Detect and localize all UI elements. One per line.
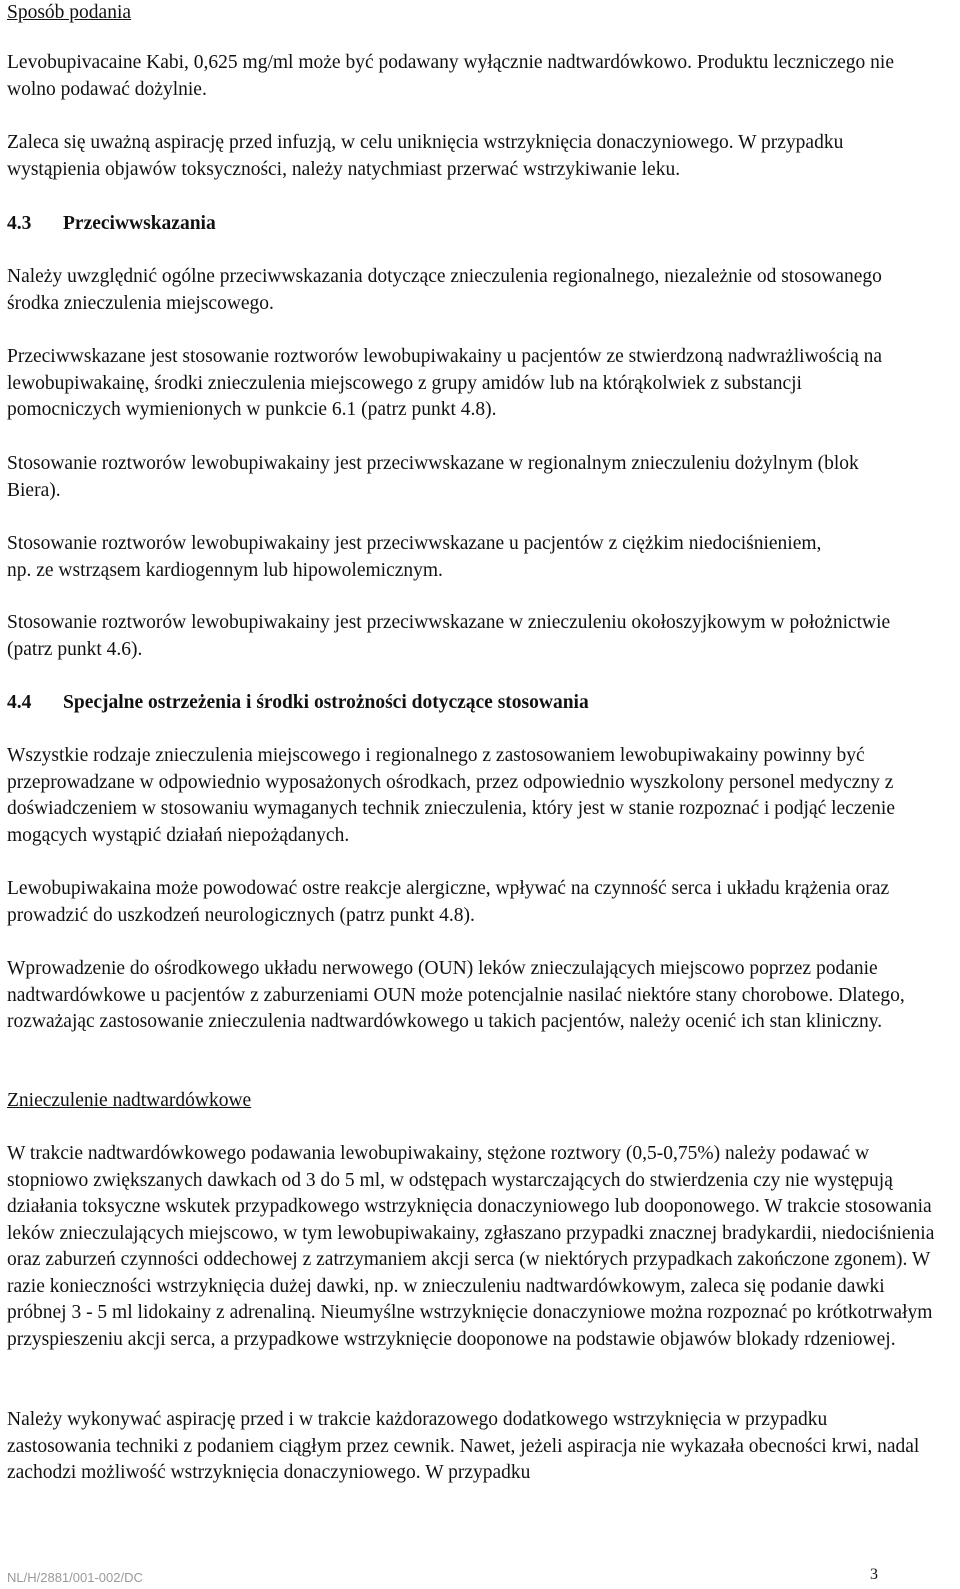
subheading-sposob-podania: Sposób podania: [7, 2, 132, 23]
paragraph: Stosowanie roztworów lewobupiwakainy jest przeciwwskazane w znieczuleniu okołoszyjkowym w położnictwie (patrz punkt 4.6).: [7, 612, 891, 660]
paragraph: Stosowanie roztworów lewobupiwakainy jest przeciwwskazane w regionalnym znieczuleniu dożylnym (blok Biera).: [7, 453, 859, 501]
section-number: 4.3: [7, 213, 32, 234]
subheading-znieczulenie-nadtwardowkowe: Znieczulenie nadtwardówkowe: [7, 1090, 252, 1111]
section-title: Specjalne ostrzeżenia i środki ostrożności dotyczące stosowania: [63, 692, 589, 713]
paragraph: Levobupivacaine Kabi, 0,625 mg/ml może być podawany wyłącznie nadtwardówkowo. Produktu leczniczego nie wolno podawać dożylnie.: [7, 52, 894, 100]
paragraph: Należy wykonywać aspirację przed i w trakcie każdorazowego dodatkowego wstrzyknięcia w przypadku zastosowania techniki z podaniem ciągłym przez cewnik. Nawet, jeżeli aspiracja nie wykazała obecności krwi, nadal zachodzi możliwość wstrzyknięcia donaczyniowego. W przypadku: [7, 1409, 920, 1483]
paragraph: Wprowadzenie do ośrodkowego układu nerwowego (OUN) leków znieczulających miejscowo poprzez podanie nadtwardówkowe u pacjentów z zaburzeniami OUN może potencjalnie nasilać niektóre stany chorobowe. Dlatego, rozważając zastosowanie znieczulenia nadtwardówkowego u takich pacjentów, należy ocenić ich stan kliniczny.: [7, 958, 905, 1032]
paragraph: Stosowanie roztworów lewobupiwakainy jest przeciwwskazane u pacjentów z ciężkim niedociśnieniem, np. ze wstrząsem kardiogennym lub hipowolemicznym.: [7, 533, 822, 581]
section-title: Przeciwwskazania: [63, 213, 216, 234]
footer-document-reference: NL/H/2881/001-002/DC: [7, 1570, 143, 1585]
paragraph: W trakcie nadtwardówkowego podawania lewobupiwakainy, stężone roztwory (0,5-0,75%) należy podawać w stopniowo zwiększanych dawkach od 3 do 5 ml, w odstępach wystarczających do stwierdzenia czy nie występują działania toksyczne wskutek przypadkowego wstrzyknięcia donaczyniowego lub dooponowego. W trakcie stosowania leków znieczulających miejscowo, w tym lewobupiwakainy, zgłaszano przypadki znacznej bradykardii, niedociśnienia oraz zaburzeń czynności oddechowej z zatrzymaniem akcji serca (w niektórych przypadkach zakończone zgonem). W razie konieczności wstrzyknięcia dużej dawki, np. w znieczuleniu nadtwardówkowym, zaleca się podanie dawki próbnej 3 - 5 ml lidokainy z adrenaliną. Nieumyślne wstrzyknięcie donaczyniowe można rozpoznać po krótkotrwałym przyspieszeniu akcji serca, a przypadkowe wstrzyknięcie dooponowe na podstawie objawów blokady rdzeniowej.: [7, 1143, 935, 1350]
paragraph: Przeciwwskazane jest stosowanie roztworów lewobupiwakainy u pacjentów ze stwierdzoną nadwrażliwością na lewobupiwakainę, środki znieczulenia miejscowego z grupy amidów lub na którąkolwiek z substancji pomocniczych wymienionych w punkcie 6.1 (patrz punkt 4.8).: [7, 346, 883, 420]
section-heading-4-3: [7, 211, 216, 237]
footer-page-number: 3: [870, 1566, 878, 1583]
section-heading-4-4: [7, 690, 589, 716]
paragraph: Wszystkie rodzaje znieczulenia miejscowego i regionalnego z zastosowaniem lewobupiwakainy powinny być przeprowadzane w odpowiednio wyposażonych ośrodkach, przez odpowiednio wyszkolony personel medyczny z doświadczeniem w stosowaniu wymaganych technik znieczulenia, który jest w stanie rozpoznać i podjąć leczenie mogących wystąpić działań niepożądanych.: [7, 745, 896, 846]
section-number: 4.4: [7, 692, 32, 713]
paragraph: Lewobupiwakaina może powodować ostre reakcje alergiczne, wpływać na czynność serca i układu krążenia oraz prowadzić do uszkodzeń neurologicznych (patrz punkt 4.8).: [7, 878, 890, 926]
paragraph: Należy uwzględnić ogólne przeciwwskazania dotyczące znieczulenia regionalnego, niezależnie od stosowanego środka znieczulenia miejscowego.: [7, 266, 882, 314]
paragraph: Zaleca się uważną aspirację przed infuzją, w celu uniknięcia wstrzyknięcia donaczyniowego. W przypadku wystąpienia objawów toksyczności, należy natychmiast przerwać wstrzykiwanie leku.: [7, 132, 844, 180]
